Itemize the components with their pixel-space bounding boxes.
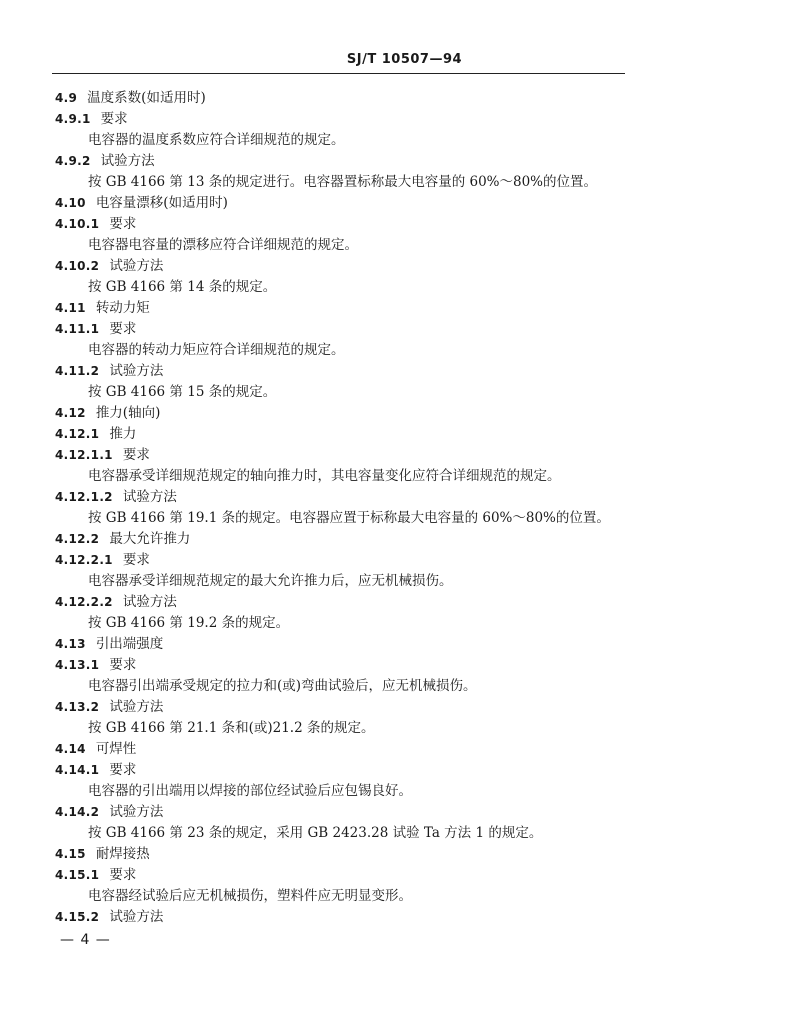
section-number: 4.12.2 (55, 532, 100, 546)
section-number: 4.14 (55, 742, 86, 756)
section-heading (0, 298, 809, 319)
section-title: 要求 (109, 762, 137, 778)
section-title: 要求 (109, 657, 137, 673)
body-paragraph: 按 GB 4166 第 15 条的规定。 (88, 384, 277, 400)
body-paragraph: 按 GB 4166 第 19.2 条的规定。 (88, 615, 290, 631)
header-rule (52, 73, 625, 74)
section-number: 4.9 (55, 91, 78, 105)
section-heading (0, 445, 809, 466)
section-title: 要求 (122, 552, 150, 568)
section-number: 4.13.1 (55, 658, 100, 672)
section-heading (0, 151, 809, 172)
section-title: 要求 (109, 321, 137, 337)
body-paragraph: 按 GB 4166 第 13 条的规定进行。电容器置标称最大电容量的 60%～80%的位置。 (88, 174, 597, 190)
document-code-header: SJ/T 10507—94 (346, 52, 463, 67)
section-heading (0, 529, 809, 550)
section-title: 试验方法 (122, 489, 177, 505)
section-title: 要求 (109, 867, 137, 883)
body-paragraph: 电容器的引出端用以焊接的部位经试验后应包锡良好。 (88, 783, 412, 799)
section-title: 温度系数(如适用时) (87, 90, 206, 106)
section-title: 要求 (109, 216, 137, 232)
section-heading (0, 403, 809, 424)
body-paragraph: 电容器经试验后应无机械损伤，塑料件应无明显变形。 (88, 888, 412, 904)
section-number: 4.12.1.1 (55, 448, 113, 462)
section-heading (0, 802, 809, 823)
section-title: 要求 (100, 111, 128, 127)
section-number: 4.12.2.2 (55, 595, 113, 609)
body-paragraph: 按 GB 4166 第 23 条的规定，采用 GB 2423.28 试验 Ta 方法 1 的规定。 (88, 825, 543, 841)
section-number: 4.14.2 (55, 805, 100, 819)
section-title: 试验方法 (100, 153, 155, 169)
body-paragraph: 电容器承受详细规范规定的轴向推力时，其电容量变化应符合详细规范的规定。 (88, 468, 561, 484)
section-heading (0, 844, 809, 865)
section-number: 4.10.1 (55, 217, 100, 231)
section-number: 4.13 (55, 637, 86, 651)
section-title: 最大允许推力 (109, 531, 191, 547)
section-heading (0, 193, 809, 214)
body-paragraph: 按 GB 4166 第 19.1 条的规定。电容器应置于标称最大电容量的 60%～80%的位置。 (88, 510, 610, 526)
section-number: 4.15.2 (55, 910, 100, 924)
section-heading (0, 739, 809, 760)
section-title: 试验方法 (109, 258, 164, 274)
section-number: 4.15 (55, 847, 86, 861)
section-heading (0, 487, 809, 508)
document-body (0, 88, 809, 928)
section-heading (0, 550, 809, 571)
body-paragraph: 电容器的温度系数应符合详细规范的规定。 (88, 132, 345, 148)
section-title: 推力(轴向) (95, 405, 161, 421)
section-heading (0, 361, 809, 382)
section-number: 4.12.2.1 (55, 553, 113, 567)
section-title: 耐焊接热 (95, 846, 150, 862)
section-number: 4.11 (55, 301, 86, 315)
section-title: 引出端强度 (95, 636, 164, 652)
section-title: 试验方法 (109, 363, 164, 379)
section-heading (0, 424, 809, 445)
section-number: 4.9.2 (55, 154, 91, 168)
section-heading (0, 319, 809, 340)
section-number: 4.12.1.2 (55, 490, 113, 504)
body-paragraph: 电容器引出端承受规定的拉力和(或)弯曲试验后，应无机械损伤。 (88, 678, 477, 694)
section-number: 4.10.2 (55, 259, 100, 273)
section-heading (0, 907, 809, 928)
page-number: — 4 — (60, 932, 111, 948)
body-paragraph: 电容器承受详细规范规定的最大允许推力后，应无机械损伤。 (88, 573, 453, 589)
section-number: 4.14.1 (55, 763, 100, 777)
section-title: 试验方法 (122, 594, 177, 610)
section-title: 推力 (109, 426, 137, 442)
section-heading (0, 865, 809, 886)
body-paragraph: 电容器电容量的漂移应符合详细规范的规定。 (88, 237, 358, 253)
section-title: 转动力矩 (95, 300, 150, 316)
section-number: 4.12.1 (55, 427, 100, 441)
section-heading (0, 634, 809, 655)
section-heading (0, 760, 809, 781)
body-paragraph: 电容器的转动力矩应符合详细规范的规定。 (88, 342, 345, 358)
section-title: 试验方法 (109, 909, 164, 925)
section-heading (0, 592, 809, 613)
section-title: 试验方法 (109, 804, 164, 820)
body-paragraph: 按 GB 4166 第 14 条的规定。 (88, 279, 277, 295)
section-title: 试验方法 (109, 699, 164, 715)
section-heading (0, 214, 809, 235)
section-number: 4.13.2 (55, 700, 100, 714)
section-number: 4.11.2 (55, 364, 100, 378)
section-number: 4.9.1 (55, 112, 91, 126)
section-heading (0, 697, 809, 718)
section-title: 可焊性 (95, 741, 137, 757)
section-title: 电容量漂移(如适用时) (95, 195, 228, 211)
section-heading (0, 655, 809, 676)
section-number: 4.10 (55, 196, 86, 210)
body-paragraph: 按 GB 4166 第 21.1 条和(或)21.2 条的规定。 (88, 720, 375, 736)
section-number: 4.15.1 (55, 868, 100, 882)
section-number: 4.12 (55, 406, 86, 420)
section-number: 4.11.1 (55, 322, 100, 336)
section-heading (0, 109, 809, 130)
section-title: 要求 (122, 447, 150, 463)
section-heading (0, 256, 809, 277)
section-heading (0, 88, 809, 109)
